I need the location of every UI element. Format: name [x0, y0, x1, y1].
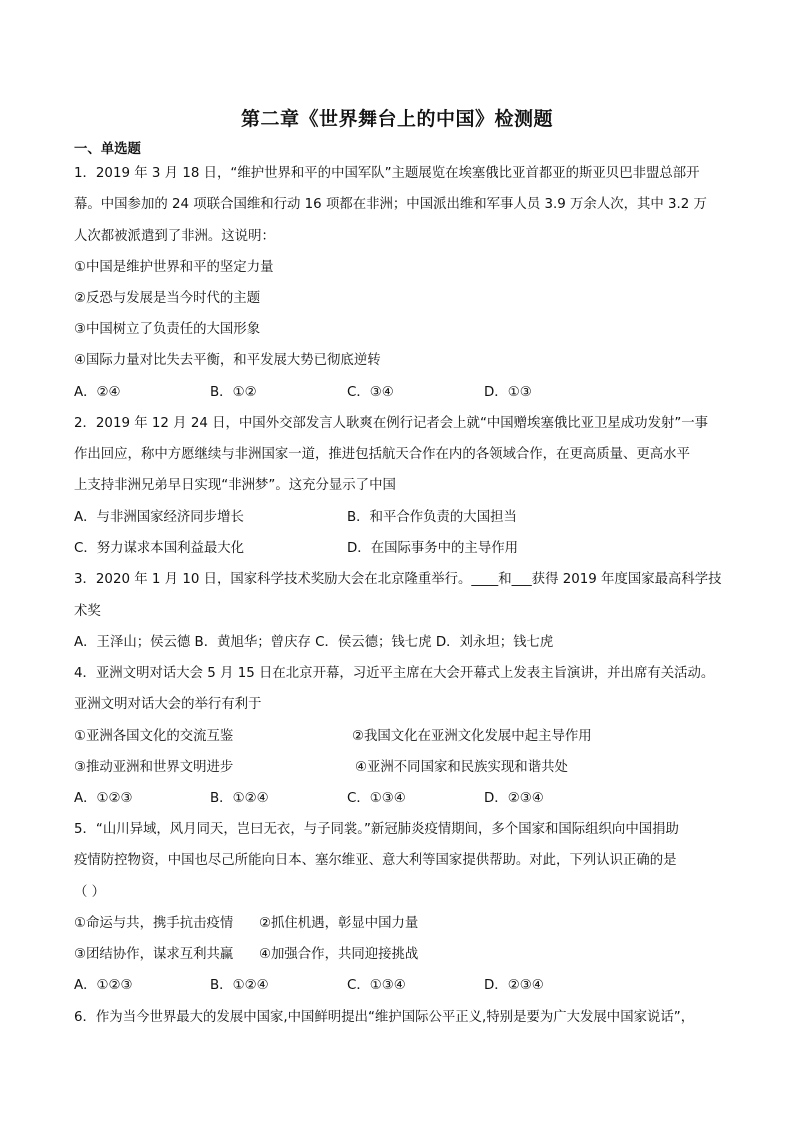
question-1-statement-1: ①中国是维护世界和平的坚定力量 [74, 260, 274, 275]
question-5-statement-1: ①命运与共，携手抗击疫情 [74, 916, 234, 931]
question-4-option-d: D．②③④ [484, 791, 544, 806]
question-3-line-2: 术奖 [74, 604, 101, 619]
question-1-option-c: C．③④ [347, 385, 394, 400]
question-5-option-c: C．①③④ [347, 978, 406, 993]
question-4-line-2: 亚洲文明对话大会的举行有利于 [74, 697, 262, 712]
question-1-line-2: 幕。中国参加的 24 项联合国维和行动 16 项都在非洲；中国派出维和军事人员 3.9 万余人次，其中 3.2 万 [74, 197, 707, 212]
question-1-option-a: A．②④ [74, 385, 121, 400]
section-heading: 一、单选题 [74, 142, 141, 157]
question-1-option-b: B．①② [210, 385, 257, 400]
question-1-option-d: D．①③ [484, 385, 532, 400]
question-5-option-b: B．①②④ [210, 978, 269, 993]
question-4-statement-4: ④亚洲不同国家和民族实现和谐共处 [355, 760, 568, 775]
question-6-line-1: 6．作为当今世界最大的发展中国家,中国鲜明提出“维护国际公平正义,特别是要为广大发展中国家说话”， [74, 1010, 695, 1025]
question-4-statement-2: ②我国文化在亚洲文化发展中起主导作用 [352, 729, 592, 744]
question-5-line-1: 5．“山川异域，风月同天，岂曰无衣，与子同裳。”新冠肺炎疫情期间，多个国家和国际组织向中国捐助 [74, 822, 679, 837]
question-1-statement-3: ③中国树立了负责任的大国形象 [74, 322, 261, 337]
question-1-statement-4: ④国际力量对比失去平衡，和平发展大势已彻底逆转 [74, 353, 381, 368]
question-5-option-a: A．①②③ [74, 978, 133, 993]
question-2-option-b: B．和平合作负责的大国担当 [347, 510, 517, 525]
question-4-option-c: C．①③④ [347, 791, 406, 806]
question-1-statement-2: ②反恐与发展是当今时代的主题 [74, 291, 261, 306]
question-2-line-2: 作出回应，称中方愿继续与非洲国家一道，推进包括航天合作在内的各领域合作，在更高质量、更高水平 [74, 447, 690, 462]
question-4-option-b: B．①②④ [210, 791, 269, 806]
question-2-line-1: 2．2019 年 12 月 24 日，中国外交部发言人耿爽在例行记者会上就“中国赠埃塞俄比亚卫星成功发射”一事 [74, 416, 709, 431]
question-2-option-c: C．努力谋求本国利益最大化 [74, 541, 245, 556]
question-4-statement-1: ①亚洲各国文化的交流互鉴 [74, 729, 234, 744]
question-3-line-1: 3．2020 年 1 月 10 日，国家科学技术奖励大会在北京隆重举行。____和___获得 2019 年度国家最高科学技 [74, 572, 722, 587]
question-5-option-d: D．②③④ [484, 978, 544, 993]
question-1-line-3: 人次都被派遣到了非洲。这说明： [74, 229, 275, 244]
question-1-line-1: 1．2019 年 3 月 18 日，“维护世界和平的中国军队”主题展览在埃塞俄比亚首都亚的斯亚贝巴非盟总部开 [74, 166, 700, 181]
question-2-option-a: A．与非洲国家经济同步增长 [74, 510, 244, 525]
question-2-option-d: D．在国际事务中的主导作用 [347, 541, 518, 556]
question-5-statement-4: ④加强合作，共同迎接挑战 [259, 947, 419, 962]
question-4-option-a: A．①②③ [74, 791, 133, 806]
question-3-options: A．王泽山；侯云德 B．黄旭华；曾庆存 C．侯云德；钱七虎 D．刘永坦；钱七虎 [74, 635, 554, 650]
question-5-statement-3: ③团结协作，谋求互利共赢 [74, 947, 234, 962]
question-4-statement-3: ③推动亚洲和世界文明进步 [74, 760, 234, 775]
question-4-line-1: 4．亚洲文明对话大会 5 月 15 日在北京开幕，习近平主席在大会开幕式上发表主旨演讲，并出席有关活动。 [74, 666, 715, 681]
question-2-line-3: 上支持非洲兄弟早日实现“非洲梦”。这充分显示了中国 [74, 478, 396, 493]
question-5-statement-2: ②抓住机遇，彰显中国力量 [259, 916, 419, 931]
question-5-answer-blank: （ ） [74, 885, 106, 900]
page-title: 第二章《世界舞台上的中国》检测题 [240, 108, 553, 130]
question-5-line-2: 疫情防控物资，中国也尽己所能向日本、塞尔维亚、意大利等国家提供帮助。对此，下列认识正确的是 [74, 853, 677, 868]
